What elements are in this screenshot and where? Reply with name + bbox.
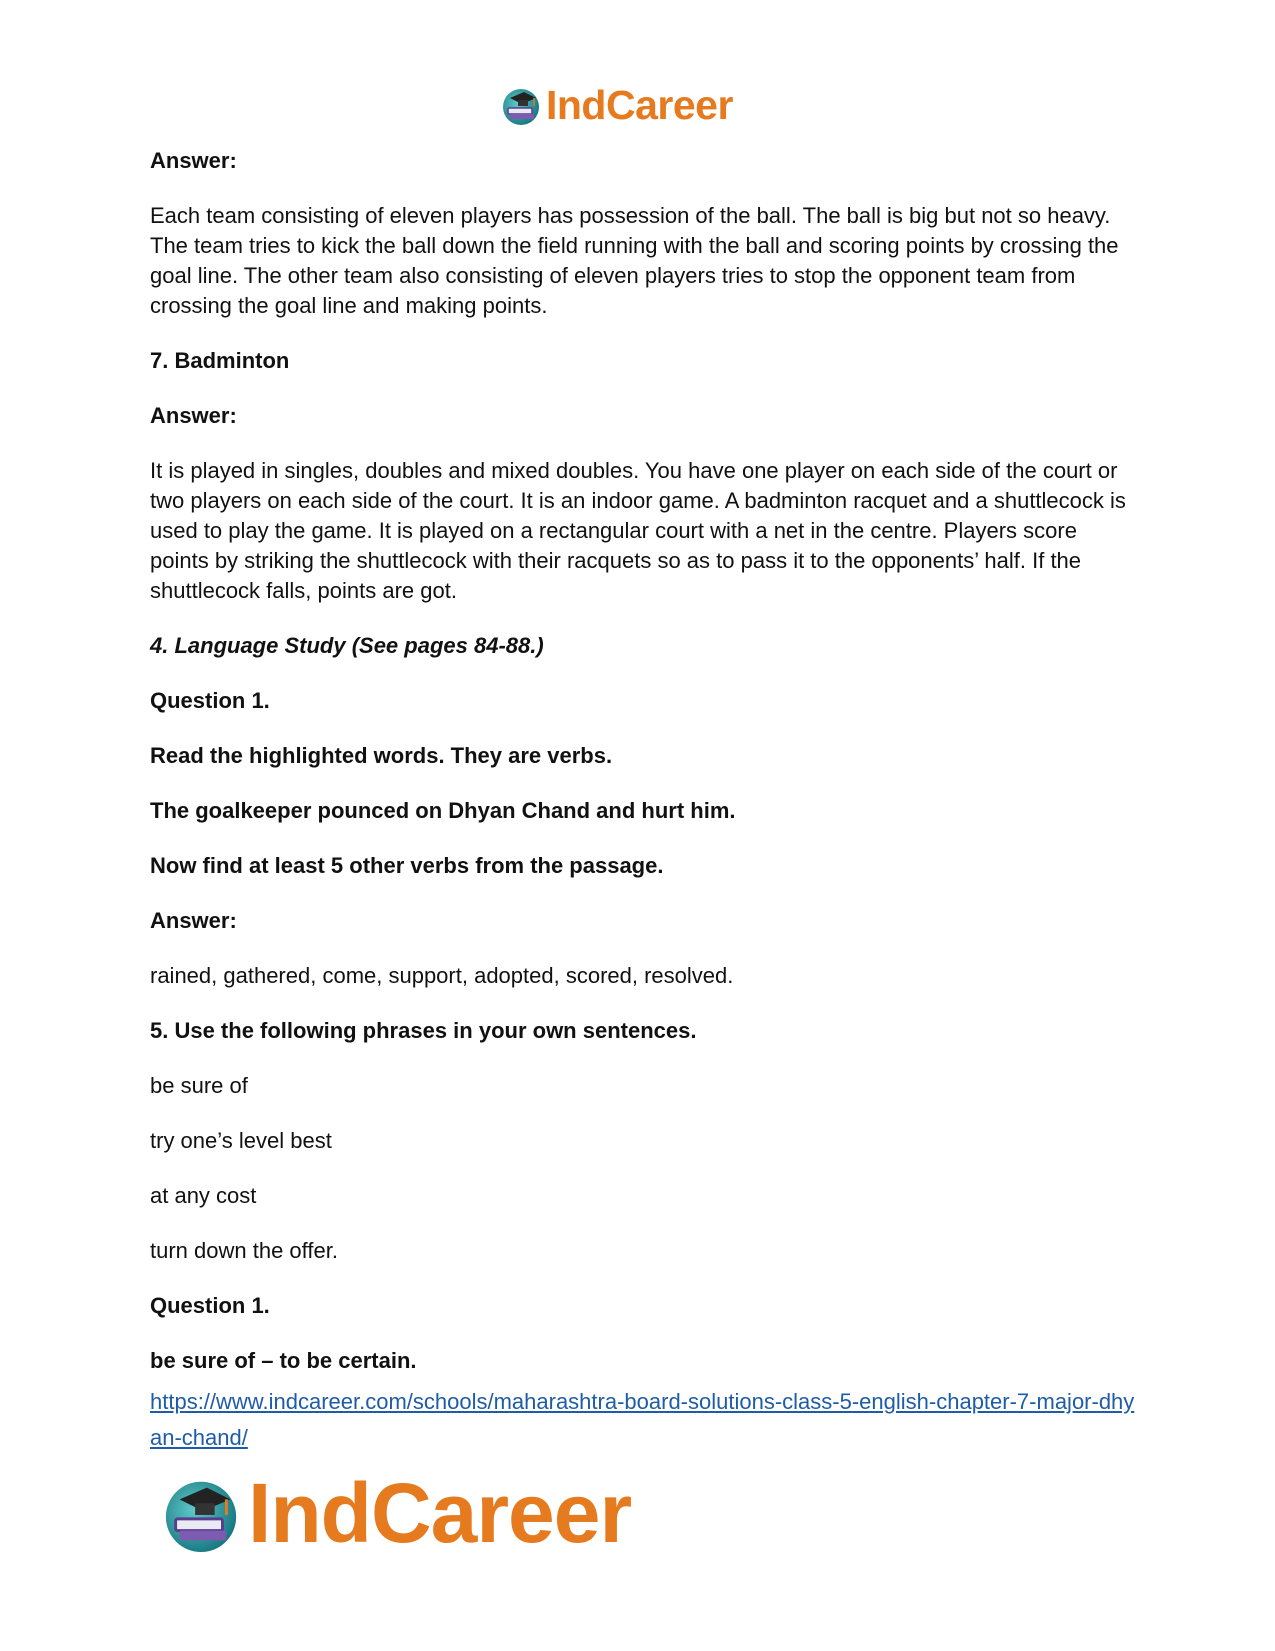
body-paragraph: Each team consisting of eleven players has possession of the ball. The ball is big but not so heavy. The team tries to kick the ball down the field running with the ball and scoring points by crossing the goal line. The other team also consisting of eleven players tries to stop the opponent team from crossing the goal line and making points. (150, 203, 1119, 318)
graduation-globe-icon (160, 1472, 242, 1554)
bold-heading: Read the highlighted words. They are verbs. (150, 743, 613, 768)
bold-heading: Answer: (150, 148, 237, 173)
body-paragraph: turn down the offer. (150, 1238, 338, 1263)
document-body (150, 146, 1130, 1376)
body-paragraph: It is played in singles, doubles and mixed doubles. You have one player on each side of the court or two players on each side of the court. It is an indoor game. A badminton racquet and a shuttlecock is used to play the game. It is played on a rectangular court with a net in the centre. Players score points by striking the shuttlecock with their racquets so as to pass it to the opponents’ half. If the shuttlecock falls, points are got. (150, 458, 1126, 603)
bold-heading: Question 1. (150, 1293, 270, 1318)
bold-heading: Question 1. (150, 688, 270, 713)
body-paragraph: rained, gathered, come, support, adopted, scored, resolved. (150, 963, 734, 988)
footer-logo (160, 1465, 632, 1560)
bold-heading: The goalkeeper pounced on Dhyan Chand and hurt him. (150, 798, 736, 823)
logo-wordmark: IndCareer (248, 1465, 632, 1560)
body-paragraph: be sure of (150, 1073, 248, 1098)
bold-heading: be sure of – to be certain. (150, 1348, 417, 1373)
body-paragraph: at any cost (150, 1183, 257, 1208)
bold-heading: Answer: (150, 403, 237, 428)
bold-heading: 4. Language Study (See pages 84-88.) (150, 633, 544, 658)
bold-heading: 7. Badminton (150, 348, 290, 373)
header-logo (500, 82, 733, 128)
graduation-globe-icon (500, 84, 542, 126)
bold-heading: 5. Use the following phrases in your own sentences. (150, 1018, 697, 1043)
bold-heading: Answer: (150, 908, 237, 933)
body-paragraph: try one’s level best (150, 1128, 332, 1153)
logo-wordmark: IndCareer (546, 81, 733, 128)
bold-heading: Now find at least 5 other verbs from the passage. (150, 853, 664, 878)
source-url-link[interactable]: https://www.indcareer.com/schools/maharashtra-board-solutions-class-5-english-chapter-7-major-dhyan-chand/ (150, 1389, 1135, 1450)
